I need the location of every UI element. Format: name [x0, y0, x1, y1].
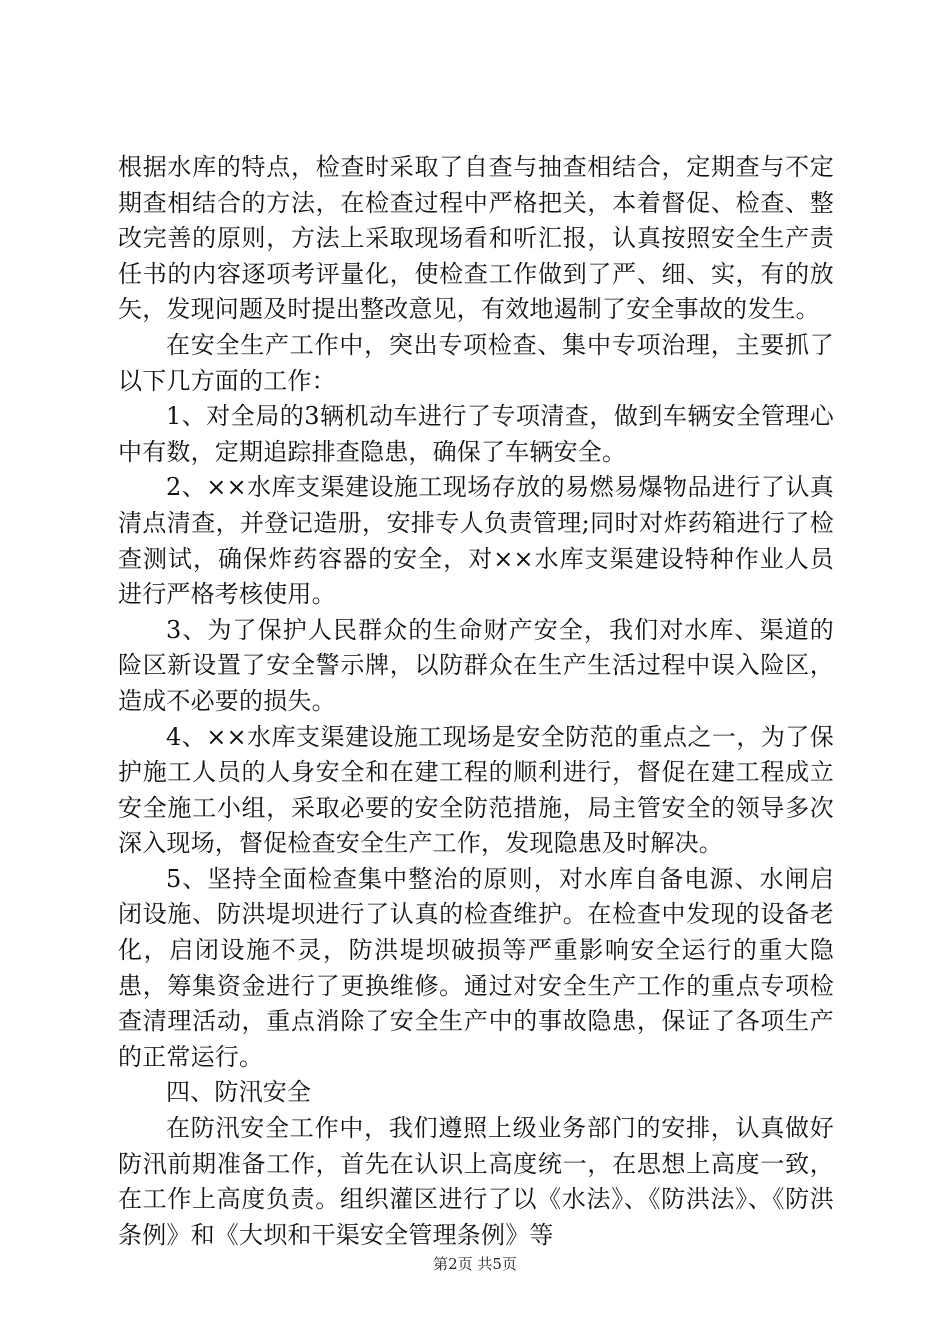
- page-number-footer: 第2页 共5页: [433, 1255, 517, 1273]
- paragraph-special-inspection: 在安全生产工作中，突出专项检查、集中专项治理，主要抓了以下几方面的工作：: [118, 330, 834, 395]
- paragraph-flood-safety: 在防汛安全工作中，我们遵照上级业务部门的安排，认真做好防汛前期准备工作，首先在认识上高度统一，在思想上高度一致，在工作上高度负责。组织灌区进行了以《水法》、《防洪法》、《防洪条例》和《大坝和干渠安全管理条例》等: [118, 1114, 834, 1249]
- paragraph-item-vehicles: 1、对全局的3辆机动车进行了专项清查，做到车辆安全管理心中有数，定期追踪排查隐患，确保了车辆安全。: [118, 402, 834, 466]
- paragraph-item-construction-site: 4、××水库支渠建设施工现场是安全防范的重点之一，为了保护施工人员的人身安全和在建工程的顺利进行，督促在建工程成立安全施工小组，采取必要的安全防范措施，局主管安全的领导多次深入现场，督促检查安全生产工作，发现隐患及时解决。: [118, 722, 834, 858]
- paragraph-item-equipment-maintenance: 5、坚持全面检查集中整治的原则，对水库自备电源、水闸启闭设施、防洪堤坝进行了认真的检查维护。在检查中发现的设备老化，启闭设施不灵，防洪堤坝破损等严重影响安全运行的重大隐患，筹集资金进行了更换维修。通过对安全生产工作的重点专项检查清理活动，重点消除了安全生产中的事故隐患，保证了各项生产的正常运行。: [118, 864, 834, 1071]
- paragraph-item-explosives: 2、××水库支渠建设施工现场存放的易燃易爆物品进行了认真清点清查，并登记造册，安排专人负责管理;同时对炸药箱进行了检查测试，确保炸药容器的安全，对××水库支渠建设特种作业人员进行严格考核使用。: [118, 473, 834, 609]
- document-body: [118, 150, 834, 1253]
- paragraph-inspection-methods: 根据水库的特点，检查时采取了自查与抽查相结合，定期查与不定期查相结合的方法，在检查过程中严格把关，本着督促、检查、整改完善的原则，方法上采取现场看和听汇报，认真按照安全生产责任书的内容逐项考评量化，使检查工作做到了严、细、实，有的放矢，发现问题及时提出整改意见，有效地遏制了安全事故的发生。: [118, 153, 834, 324]
- section-heading-flood-safety: 四、防汛安全: [166, 1078, 312, 1107]
- paragraph-item-warning-signs: 3、为了保护人民群众的生命财产安全，我们对水库、渠道的险区新设置了安全警示牌，以防群众在生产生活过程中误入险区，造成不必要的损失。: [118, 615, 834, 715]
